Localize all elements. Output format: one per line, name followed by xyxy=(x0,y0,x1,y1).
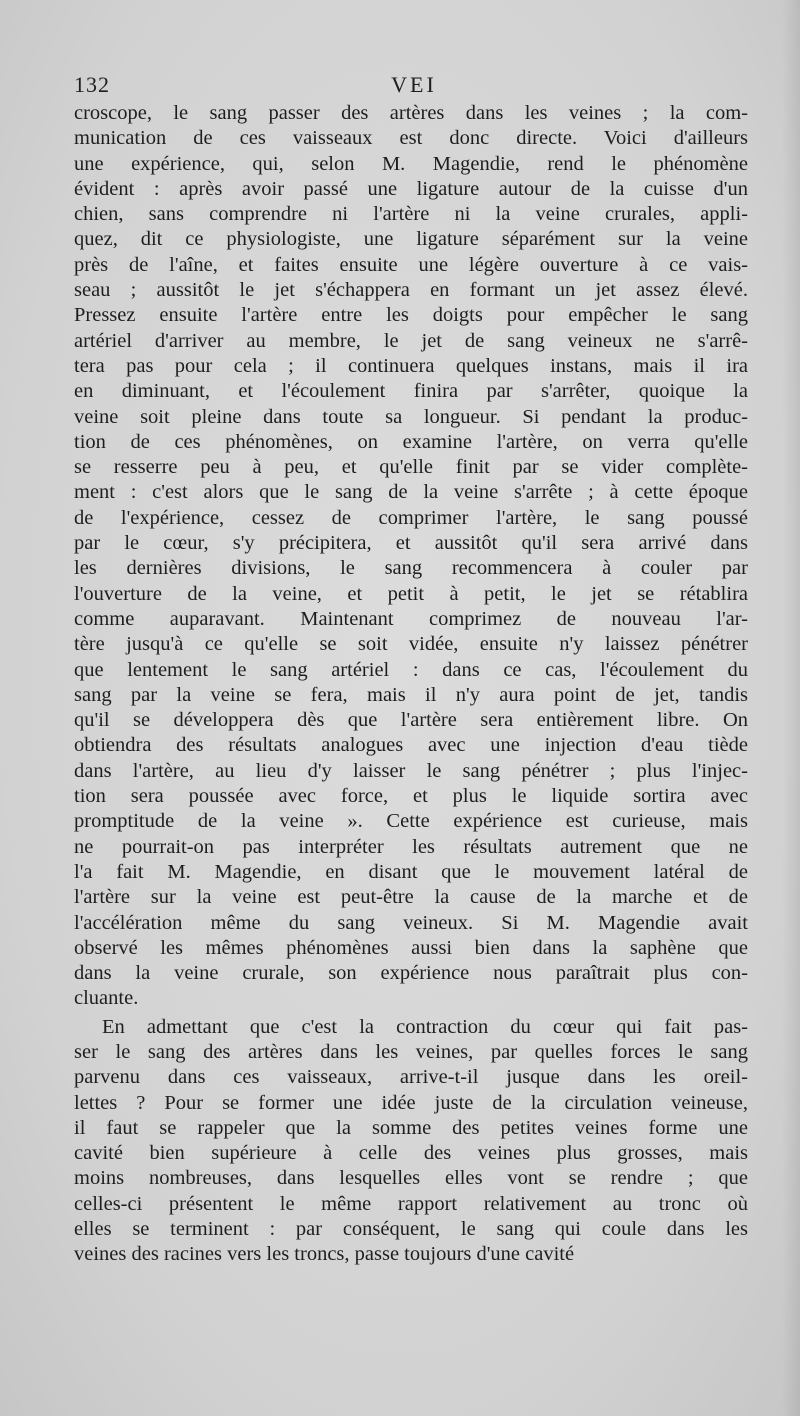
text-line: tera pas pour cela ; il continuera quelques instans, mais il ira xyxy=(74,354,748,377)
text-line: promptitude de la veine ». Cette expérience est curieuse, mais xyxy=(74,810,748,833)
text-line: observé les mêmes phénomènes aussi bien dans la saphène que xyxy=(74,936,748,959)
text-line: une expérience, qui, selon M. Magendie, rend le phénomène xyxy=(74,152,748,175)
text-line: lettes ? Pour se former une idée juste de la circulation veineuse, xyxy=(74,1091,748,1114)
text-line: elles se terminent : par conséquent, le sang qui coule dans les xyxy=(74,1218,748,1241)
text-line: tion sera poussée avec force, et plus le liquide sortira avec xyxy=(74,785,748,808)
text-line: seau ; aussitôt le jet s'échappera en formant un jet assez élevé. xyxy=(74,279,748,302)
text-line: ser le sang des artères dans les veines, par quelles forces le sang xyxy=(74,1040,748,1063)
text-line: chien, sans comprendre ni l'artère ni la veine crurales, appli- xyxy=(74,203,748,226)
text-line: sang par la veine se fera, mais il n'y aura point de jet, tandis xyxy=(74,683,748,706)
text-line: les dernières divisions, le sang recommencera à couler par xyxy=(74,557,748,580)
text-line: cavité bien supérieure à celle des veines plus grosses, mais xyxy=(74,1142,748,1165)
page-edge-shadow xyxy=(782,0,800,1416)
paragraph xyxy=(74,1015,748,1268)
body-text xyxy=(74,101,748,1268)
text-line: qu'il se développera dès que l'artère sera entièrement libre. On xyxy=(74,709,748,732)
text-line: veines des racines vers les troncs, passe toujours d'une cavité xyxy=(74,1243,575,1266)
text-line: dans l'artère, au lieu d'y laisser le sang pénétrer ; plus l'injec- xyxy=(74,759,748,782)
running-title: VEI xyxy=(391,72,437,97)
text-line: artériel d'arriver au membre, le jet de sang veineux ne s'arrê- xyxy=(74,329,748,352)
text-line: croscope, le sang passer des artères dans les veines ; la com- xyxy=(74,102,748,124)
text-line: que lentement le sang artériel : dans ce cas, l'écoulement du xyxy=(74,658,748,681)
text-line: l'a fait M. Magendie, en disant que le mouvement latéral de xyxy=(74,860,748,883)
text-line: moins nombreuses, dans lesquelles elles vont se rendre ; que xyxy=(74,1167,748,1190)
text-line: celles-ci présentent le même rapport relativement au tronc où xyxy=(74,1192,748,1215)
text-line: parvenu dans ces vaisseaux, arrive-t-il jusque dans les oreil- xyxy=(74,1066,748,1089)
text-line: quez, dit ce physiologiste, une ligature séparément sur la veine xyxy=(74,228,748,251)
text-line: obtiendra des résultats analogues avec une injection d'eau tiède xyxy=(74,734,748,757)
text-line: l'ouverture de la veine, et petit à petit, le jet se rétablira xyxy=(74,582,748,605)
text-line: l'accélération même du sang veineux. Si M. Magendie avait xyxy=(74,911,748,934)
paragraph xyxy=(74,101,748,1012)
text-line: En admettant que c'est la contraction du cœur qui fait pas- xyxy=(102,1015,748,1038)
text-line: se resserre peu à peu, et qu'elle finit par se vider complète- xyxy=(74,456,748,479)
running-head xyxy=(74,72,754,102)
text-line: évident : après avoir passé une ligature autour de la cuisse d'un xyxy=(74,177,748,200)
text-line: ment : c'est alors que le sang de la veine s'arrête ; à cette époque xyxy=(74,481,748,504)
text-line: en diminuant, et l'écoulement finira par s'arrêter, quoique la xyxy=(74,380,748,403)
text-line: comme auparavant. Maintenant comprimez de nouveau l'ar- xyxy=(74,607,748,630)
text-line: tère jusqu'à ce qu'elle se soit vidée, ensuite n'y laissez pénétrer xyxy=(74,633,748,656)
text-line: l'artère sur la veine est peut-être la cause de la marche et de xyxy=(74,886,748,909)
text-line: il faut se rappeler que la somme des petites veines forme une xyxy=(74,1116,748,1139)
text-line: cluante. xyxy=(74,987,139,1010)
text-line: tion de ces phénomènes, on examine l'artère, on verra qu'elle xyxy=(74,430,748,453)
text-line: dans la veine crurale, son expérience nous paraîtrait plus con- xyxy=(74,962,748,985)
text-line: de l'expérience, cessez de comprimer l'artère, le sang poussé xyxy=(74,506,748,529)
text-line: près de l'aîne, et faites ensuite une légère ouverture à ce vais- xyxy=(74,253,748,276)
text-line: Pressez ensuite l'artère entre les doigts pour empêcher le sang xyxy=(74,304,748,327)
text-line: ne pourrait-on pas interpréter les résultats autrement que ne xyxy=(74,835,748,858)
text-line: par le cœur, s'y précipitera, et aussitôt qu'il sera arrivé dans xyxy=(74,532,748,555)
text-line: munication de ces vaisseaux est donc directe. Voici d'ailleurs xyxy=(74,127,748,150)
page-number: 132 xyxy=(74,72,110,97)
text-line: veine soit pleine dans toute sa longueur. Si pendant la produc- xyxy=(74,405,748,428)
